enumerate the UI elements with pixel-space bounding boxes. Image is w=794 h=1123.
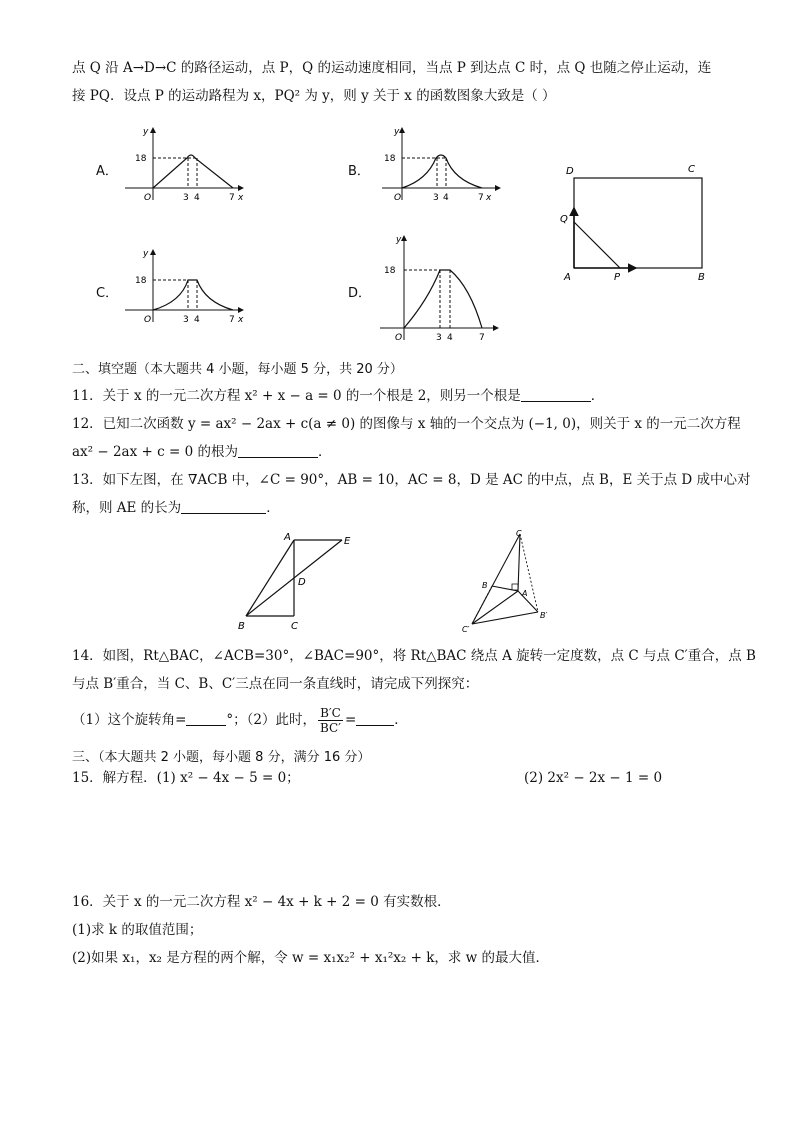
- q13-label-d: D: [298, 577, 306, 588]
- q13-label-a: A: [284, 532, 291, 543]
- graph-b-tick3: 3: [433, 193, 439, 203]
- q14-label-b: B: [482, 581, 488, 590]
- q14-figure: [460, 528, 560, 638]
- graph-a-y-label: y: [143, 127, 149, 137]
- q13-answer-blank[interactable]: [181, 499, 266, 514]
- q14-line2: 与点 B′重合，当 C、B、C′三点在同一条直线时，请完成下列探究：: [72, 676, 479, 692]
- q16-line3: (2)如果 x₁，x₂ 是方程的两个解，令 w = x₁x₂² + x₁²x₂ + k，求 w 的最大值．: [72, 950, 550, 966]
- rect-label-q: Q: [560, 214, 568, 225]
- q13-label-b: B: [238, 621, 245, 632]
- q13-end: ．: [266, 500, 280, 516]
- graph-c-tick4: 4: [194, 315, 200, 325]
- rect-label-c: C: [688, 164, 695, 175]
- rect-label-b: B: [698, 272, 705, 283]
- rect-label-d: D: [566, 166, 574, 177]
- q12-line1: 12．已知二次函数 y = ax² − 2ax + c(a ≠ 0) 的图像与 x 轴的一个交点为 (−1, 0)，则关于 x 的一元二次方程: [72, 416, 741, 432]
- graph-c-tick7: 7: [229, 315, 235, 325]
- graph-c: [125, 244, 255, 326]
- graph-a-tick7: 7: [229, 193, 235, 203]
- q14-label-c-prime: C′: [462, 625, 470, 634]
- q15-part2: (2) 2x² − 2x − 1 = 0: [524, 770, 663, 786]
- graph-b-y-label: y: [394, 127, 400, 137]
- q11-answer-blank[interactable]: [521, 387, 591, 402]
- q13-figure: [232, 530, 362, 635]
- graph-a: [125, 122, 255, 204]
- q12-answer-blank[interactable]: [238, 443, 318, 458]
- graph-c-x-label: x: [238, 315, 244, 325]
- q14-fraction: [318, 706, 343, 735]
- graph-c-y-label: y: [143, 249, 149, 259]
- q14-label-a: A: [522, 589, 528, 598]
- graph-a-peak-label: 18: [135, 154, 147, 164]
- graph-b-peak-label: 18: [384, 154, 396, 164]
- q14-ratio-blank[interactable]: [356, 711, 394, 726]
- graph-b-origin: O: [394, 193, 402, 203]
- q14-eq: =: [344, 712, 357, 728]
- graph-b-tick4: 4: [443, 193, 449, 203]
- q13-line1: 13．如下左图，在 ∇ACB 中，∠C = 90°，AB = 10，AC = 8，D 是 AC 的中点，点 B，E 关于点 D 成中心对: [72, 472, 751, 488]
- q14-frac-den: BC′: [320, 721, 341, 735]
- rectangle-figure: [560, 160, 710, 285]
- graph-b-x-label: x: [486, 193, 492, 203]
- q14-frac-num: B′C: [318, 706, 343, 721]
- graph-c-origin: O: [144, 315, 152, 325]
- option-d-label: D．: [348, 286, 372, 301]
- q12-line2: [72, 442, 331, 462]
- q10-line1: 点 Q 沿 A→D→C 的路径运动，点 P，Q 的运动速度相同，当点 P 到达点 C 时，点 Q 也随之停止运动，连: [72, 60, 712, 76]
- q12-end: ．: [317, 444, 332, 460]
- q14-parts: [72, 704, 408, 736]
- q13-label-e: E: [344, 536, 351, 547]
- graph-c-tick3: 3: [183, 315, 189, 325]
- graph-d-tick4: 4: [447, 333, 453, 343]
- q14-part1-end: °；（2）此时，: [226, 712, 316, 728]
- graph-d-tick7: 7: [479, 333, 485, 343]
- q11-text: 11．关于 x 的一元二次方程 x² + x − a = 0 的一个根是 2，则另一个根是: [72, 388, 521, 404]
- graph-a-tick4: 4: [194, 193, 200, 203]
- q14-angle-blank[interactable]: [186, 711, 226, 726]
- q13-line2: [72, 498, 280, 518]
- section2-heading: 二、填空题（本大题共 4 小题，每小题 5 分，共 20 分）: [72, 362, 403, 377]
- option-c-label: C．: [96, 286, 119, 301]
- q10-line2: 接 PQ．设点 P 的运动路程为 x，PQ² 为 y，则 y 关于 x 的函数图象大致是（ ）: [72, 88, 556, 104]
- graph-d-peak-label: 18: [384, 266, 396, 276]
- q14-part1: （1）这个旋转角=: [72, 712, 187, 728]
- graph-c-peak-label: 18: [135, 276, 147, 286]
- q11: [72, 386, 604, 406]
- graph-d-origin: O: [395, 333, 403, 343]
- graph-b-tick7: 7: [478, 193, 484, 203]
- option-b-label: B．: [348, 164, 370, 179]
- graph-d-tick3: 3: [436, 333, 442, 343]
- graph-d: [380, 232, 510, 342]
- graph-a-origin: O: [144, 193, 152, 203]
- section3-heading: 三、（本大题共 2 小题，每小题 8 分，满分 16 分）: [72, 750, 371, 765]
- graph-b: [382, 122, 512, 204]
- q16-line2: (1)求 k 的取值范围；: [72, 922, 203, 938]
- graph-d-y-label: y: [396, 235, 402, 245]
- rect-label-a: A: [564, 272, 571, 283]
- q13-line2-text: 称，则 AE 的长为: [72, 500, 182, 516]
- graph-a-x-label: x: [238, 193, 244, 203]
- q12-line2-text: ax² − 2ax + c = 0 的根为: [72, 444, 238, 460]
- option-a-label: A．: [96, 164, 118, 179]
- q14-end: ．: [394, 712, 408, 728]
- q15-text: 15．解方程．(1) x² − 4x − 5 = 0；: [72, 770, 300, 786]
- q11-end: ．: [590, 388, 605, 404]
- q13-label-c: C: [291, 621, 298, 632]
- q16-line1: 16．关于 x 的一元二次方程 x² − 4x + k + 2 = 0 有实数根．: [72, 894, 451, 910]
- rect-label-p: P: [614, 272, 621, 283]
- q14-label-c: C: [516, 529, 522, 538]
- q14-label-b-prime: B′: [540, 611, 548, 620]
- graph-a-tick3: 3: [183, 193, 189, 203]
- q14-line1: 14．如图，Rt△BAC，∠ACB=30°，∠BAC=90°，将 Rt△BAC 绕点 A 旋转一定度数，点 C 与点 C′重合，点 B: [72, 648, 756, 664]
